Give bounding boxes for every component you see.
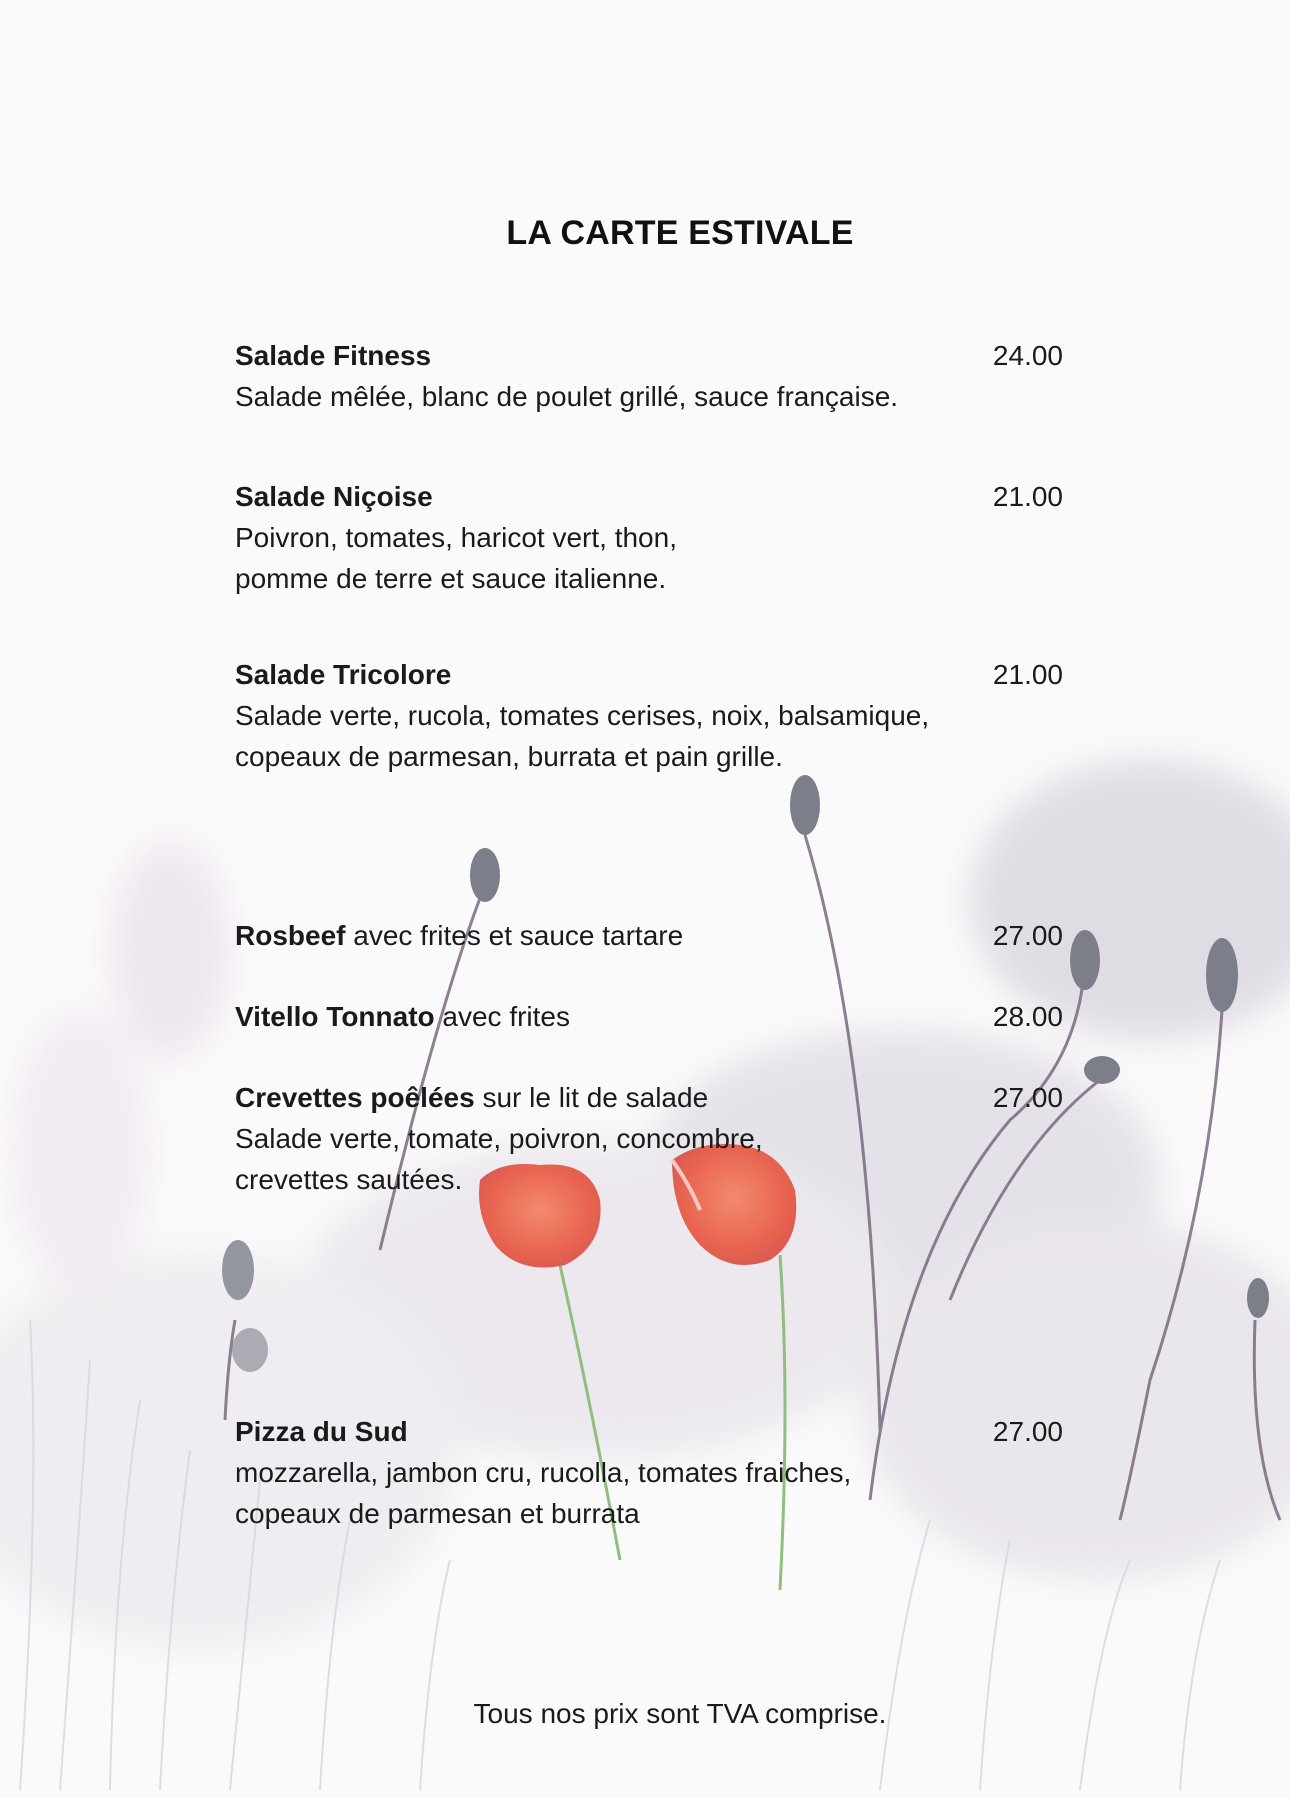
item-name: Salade Niçoise	[235, 481, 433, 512]
menu-title: LA CARTE ESTIVALE	[506, 214, 854, 252]
price-note-footer: Tous nos prix sont TVA comprise.	[473, 1698, 887, 1729]
item-description-line: copeaux de parmesan et burrata	[235, 1498, 640, 1529]
menu-item-salade-nicoise	[235, 477, 1065, 599]
item-price: 28.00	[992, 1001, 1063, 1032]
item-price: 21.00	[992, 481, 1063, 512]
menu-item-rosbeef	[235, 916, 1065, 956]
menu-item-crevettes-poelees	[235, 1078, 1065, 1200]
menu-item-salade-fitness	[235, 336, 1065, 417]
item-description-line: Salade verte, rucola, tomates cerises, noix, balsamique,	[235, 700, 930, 731]
item-name: Salade Tricolore	[235, 659, 452, 690]
item-description-line: pomme de terre et sauce italienne.	[235, 563, 667, 594]
menu-item-vitello-tonnato	[235, 997, 1065, 1037]
item-description-line: Salade mêlée, blanc de poulet grillé, sauce française.	[235, 381, 899, 412]
item-price: 24.00	[992, 340, 1063, 371]
item-description-line: Poivron, tomates, haricot vert, thon,	[235, 522, 677, 553]
item-description-line: Salade verte, tomate, poivron, concombre,	[235, 1123, 763, 1154]
item-name: Pizza du Sud	[235, 1416, 408, 1447]
item-name: Salade Fitness	[235, 340, 432, 371]
menu-item-pizza-du-sud	[235, 1412, 1065, 1534]
item-name: Crevettes poêlées	[235, 1082, 475, 1113]
item-description-line: crevettes sautées.	[235, 1164, 463, 1195]
item-name: Vitello Tonnato	[235, 1001, 435, 1032]
item-description-line: mozzarella, jambon cru, rucolla, tomates fraiches,	[235, 1457, 852, 1488]
item-extra: avec frites	[434, 1001, 571, 1032]
item-description-line: copeaux de parmesan, burrata et pain grille.	[235, 741, 783, 772]
item-extra: sur le lit de salade	[474, 1082, 709, 1113]
item-extra: avec frites et sauce tartare	[345, 920, 684, 951]
item-price: 27.00	[992, 1416, 1063, 1447]
item-price: 27.00	[992, 920, 1063, 951]
item-name: Rosbeef	[235, 920, 346, 951]
item-price: 21.00	[992, 659, 1063, 690]
item-price: 27.00	[992, 1082, 1063, 1113]
menu-item-salade-tricolore	[235, 655, 1065, 777]
